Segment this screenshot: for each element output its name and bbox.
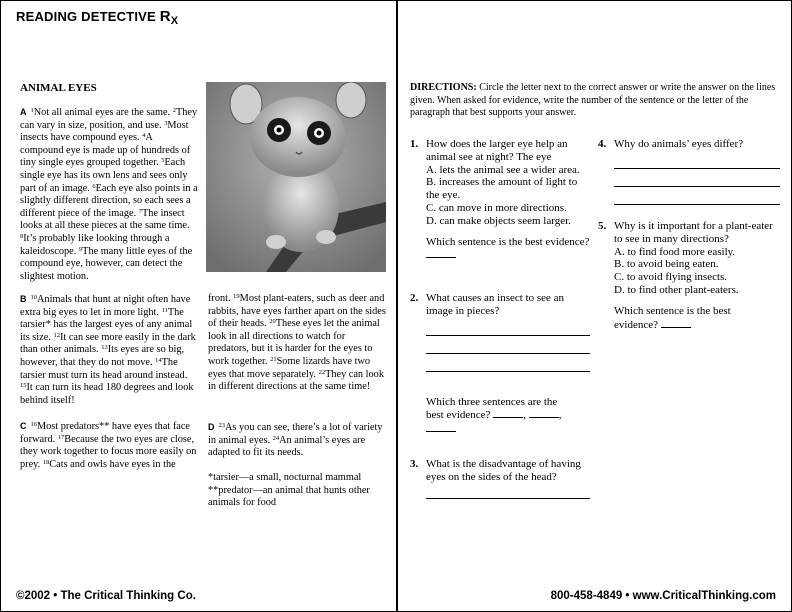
option-d[interactable]: D. can make objects seem larger. (426, 214, 571, 227)
contact-info: 800-458-4849 • www.CriticalThinking.com (550, 590, 776, 602)
evidence-blank[interactable] (529, 408, 559, 418)
directions-label: DIRECTIONS: (410, 82, 477, 93)
answer-line[interactable] (614, 151, 780, 169)
evidence-prompt: Which sentence is the best evidence? (614, 304, 731, 331)
question-2: 2. What causes an insect to see an image in pieces? Which three sentences are the best evidence? , , (410, 292, 590, 436)
paragraph-letter: A (20, 107, 27, 117)
answer-line[interactable] (614, 187, 780, 205)
evidence-prompt: Which sentence is the best evidence? (426, 236, 590, 263)
evidence-blank[interactable] (493, 408, 523, 418)
copyright: ©2002 • The Critical Thinking Co. (16, 590, 196, 602)
footnote-predator: **predator—an animal that hunts other animals for food (208, 484, 370, 509)
question-1: 1. How does the larger eye help an animal see at night? The eye A. lets the animal see a wider area. B. increases the amount of light to the eye. C. can move in more directions. D. can make objects seem larger. Which sentence is the best evidence? (410, 138, 590, 262)
answer-line[interactable] (426, 318, 590, 336)
evidence-prompt: Which three sentences are the best evidence? , , (426, 396, 590, 436)
paragraph-letter: C (20, 421, 27, 431)
question-text: What causes an insect to see an image in pieces? (426, 292, 565, 317)
footnotes (208, 472, 386, 510)
option-d[interactable]: D. to find other plant-eaters. (614, 283, 739, 296)
directions (410, 82, 780, 120)
passage-title: ANIMAL EYES (20, 82, 97, 94)
paragraph-letter: D (208, 422, 215, 432)
evidence-blank[interactable] (661, 318, 691, 328)
paragraph-d: D $^{23}$As you can see, there’s a lot of variety in animal eyes. $^{24}$An animal’s eyes are adapted to fit its needs. (208, 422, 383, 459)
question-text: Why is it important for a plant-eater to see in many directions? (614, 220, 773, 245)
question-text: Why do animals’ eyes differ? (614, 138, 744, 150)
paragraph-c-continued: front. $^{19}$Most plant-eaters, such as deer and rabbits, have eyes farther apart on the sides of their heads. $^{20}$These eyes let the animal look in all directions to watch for predators, but it is harder for the eyes to work together. $^{21}$Some lizards have two eyes that move separately. $^{22}$They can look in different directions at the same time! (208, 293, 386, 393)
rx-logo: $R_X$ (159, 8, 179, 27)
question-4: 4. Why do animals’ eyes differ? (598, 138, 780, 205)
evidence-blank[interactable] (426, 422, 456, 432)
question-3: 3. What is the disadvantage of having eyes on the sides of the head? (410, 458, 590, 499)
paragraph-b: B $^{10}$Animals that hunt at night often have extra big eyes to let in more light. $^{11}$The tarsier* has the largest eyes of any animal its size. $^{12}$It can see more easily in the dark than other animals. $^{13}$Its eyes are so big, however, that they do not move. $^{14}$The tarsier must turn its head around instead. $^{15}$It can turn its head 180 degrees and look behind itself! (20, 294, 196, 406)
question-5: 5. Why is it important for a plant-eater to see in many directions? A. to find food more easily. B. to avoid being eaten. C. to avoid flying insects. D. to find other plant-eaters. Which sentence is the best evidence? (598, 220, 780, 331)
answer-line[interactable] (426, 336, 590, 354)
evidence-blank[interactable] (426, 248, 456, 258)
option-b[interactable]: B. to avoid being eaten. (614, 258, 719, 271)
question-text: What is the disadvantage of having eyes on the sides of the head? (426, 458, 581, 483)
page-divider (396, 0, 398, 612)
option-c[interactable]: C. can move in more directions. (426, 201, 567, 214)
answer-line[interactable] (426, 354, 590, 372)
paragraph-letter: B (20, 294, 27, 304)
option-a[interactable]: A. lets the animal see a wider area. (426, 163, 580, 176)
option-b[interactable]: B. increases the amount of light to the eye. (426, 176, 578, 202)
tarsier-photo (206, 82, 386, 272)
option-c[interactable]: C. to avoid flying insects. (614, 271, 728, 284)
paragraph-a: A $^1$Not all animal eyes are the same. $^2$They can vary in size, position, and use. $^3$Most insects have compound eyes. $^4$A compound eye is made up of hundreds of tiny single eyes grouped together. $^5$Each single eye has its own lens and sees only part of an image. $^6$Each eye also points in a slightly different direction, so each sees a different piece of the image. $^7$The insect looks at all these pieces at the same time. $^8$It’s probably like looking through a kaleidoscope. $^9$The many little eyes of the compound eye, however, can detect the slightest motion. (20, 107, 198, 282)
header-title: READING DETECTIVE (16, 9, 156, 24)
answer-line[interactable] (426, 484, 590, 499)
option-a[interactable]: A. to find food more easily. (614, 245, 736, 258)
worksheet-header (16, 8, 178, 27)
question-text: How does the larger eye help an animal see at night? The eye (426, 138, 568, 163)
paragraph-c: C $^{16}$Most predators** have eyes that face forward. $^{17}$Because the two eyes are close, they work together to focus more easily on prey. $^{18}$Cats and owls have eyes in the (20, 421, 197, 470)
answer-line[interactable] (614, 169, 780, 187)
footnote-tarsier: *tarsier—a small, nocturnal mammal (208, 472, 362, 483)
directions-text: Circle the letter next to the correct answer or write the answer on the lines given. When asked for evidence, write the number of the sentence or the letter of the paragraph that best supports your answer. (410, 82, 776, 118)
tarsier-illustration (206, 82, 386, 272)
